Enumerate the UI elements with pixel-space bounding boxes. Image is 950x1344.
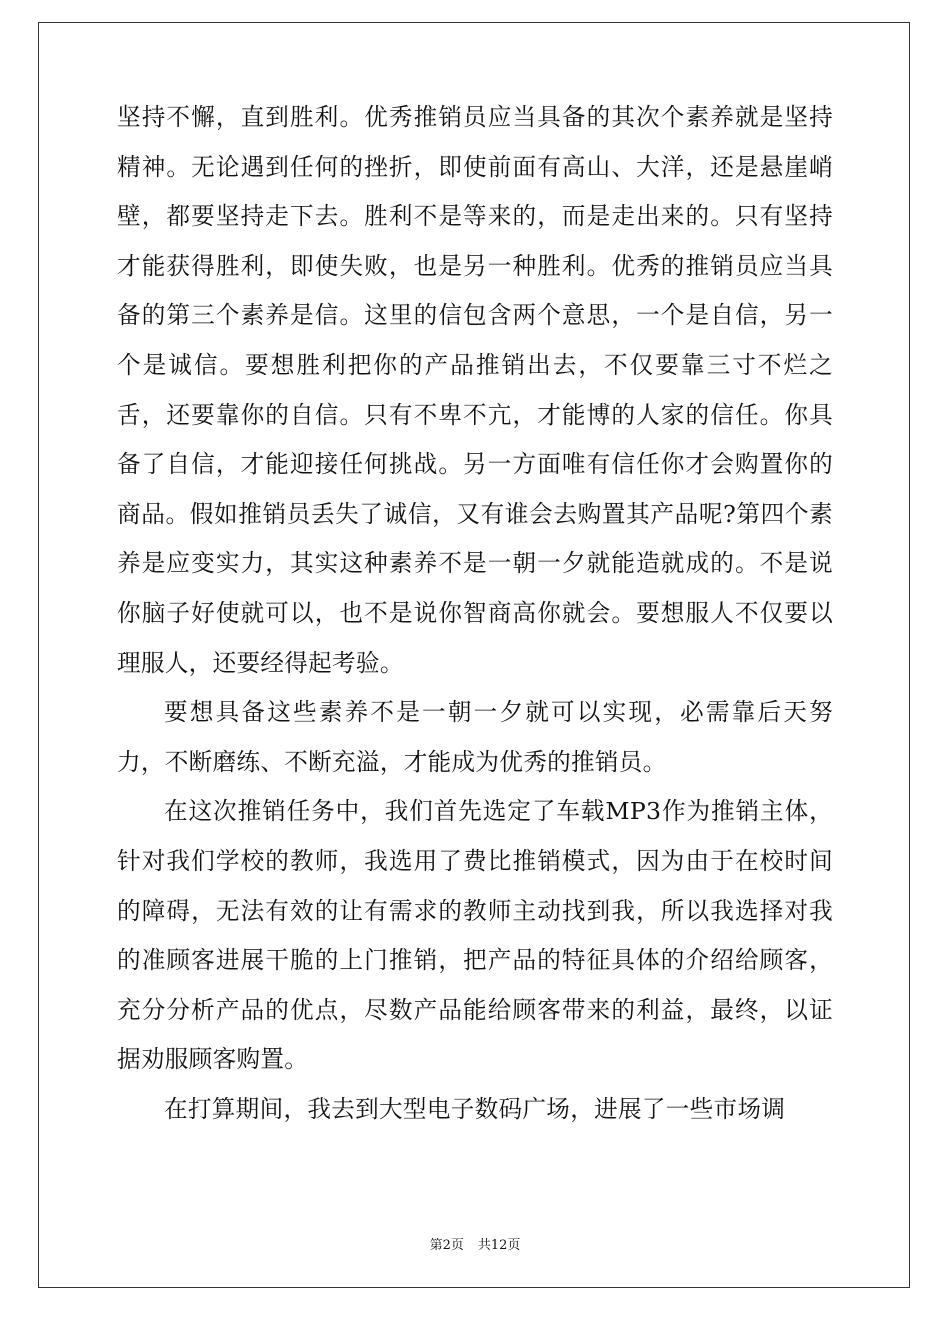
page-total: 共12页 bbox=[477, 1238, 521, 1253]
paragraph-2: 要想具备这些素养不是一朝一夕就可以实现，必需靠后天努力，不断磨练、不断充溢，才能成为优秀的推销员。 bbox=[117, 698, 833, 776]
page-number: 第2页 bbox=[429, 1238, 464, 1253]
document-body bbox=[117, 93, 833, 1134]
paragraph-4: 在打算期间，我去到大型电子数码广场，进展了一些市场调 bbox=[164, 1094, 786, 1123]
page-footer bbox=[0, 1234, 950, 1253]
paragraph-1: 坚持不懈，直到胜利。优秀推销员应当具备的其次个素养就是坚持精神。无论遇到任何的挫折，即使前面有高山、大洋，还是悬崖峭壁，都要坚持走下去。胜利不是等来的，而是走出来的。只有坚持才能获得胜利，即使失败，也是另一种胜利。优秀的推销员应当具备的第三个素养是信。这里的信包含两个意思，一个是自信，另一个是诚信。要想胜利把你的产品推销出去，不仅要靠三寸不烂之舌，还要靠你的自信。只有不卑不亢，才能博的人家的信任。你具备了自信，才能迎接任何挑战。另一方面唯有信任你才会购置你的商品。假如推销员丢失了诚信，又有谁会去购置其产品呢?第四个素养是应变实力，其实这种素养不是一朝一夕就能造就成的。不是说你脑子好使就可以，也不是说你智商高你就会。要想服人不仅要以理服人，还要经得起考验。 bbox=[117, 103, 833, 677]
paragraph-3: 在这次推销任务中，我们首先选定了车载MP3作为推销主体，针对我们学校的教师，我选用了费比推销模式，因为由于在校时间的障碍，无法有效的让有需求的教师主动找到我，所以我选择对我的准顾客进展干脆的上门推销，把产品的特征具体的介绍给顾客，充分分析产品的优点，尽数产品能给顾客带来的利益，最终，以证据劝服顾客购置。 bbox=[117, 797, 833, 1074]
